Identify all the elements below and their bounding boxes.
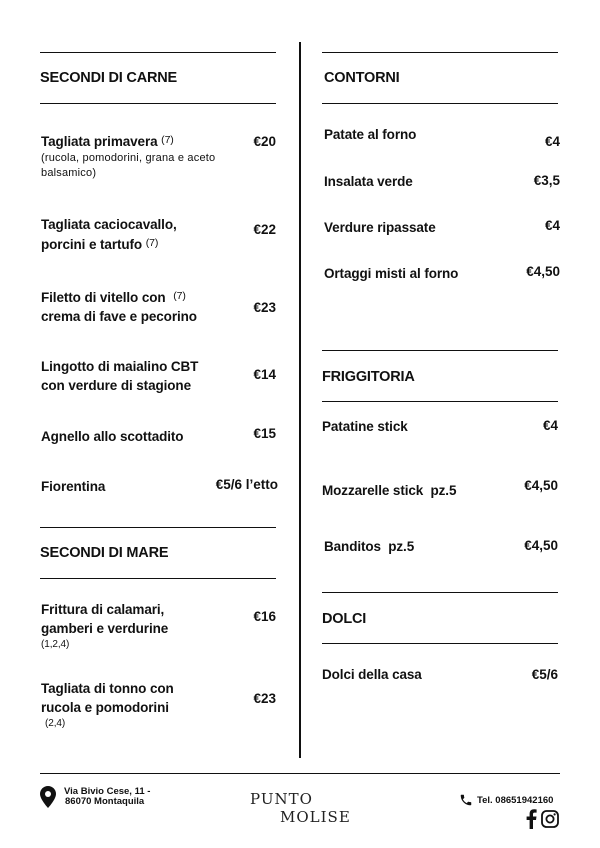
allergen-note: (7)	[145, 237, 159, 249]
divider-contorni-bottom	[322, 103, 558, 104]
section-title-carne: SECONDI DI CARNE	[40, 70, 177, 86]
item-price: €4,50	[526, 264, 560, 279]
item-name-line1: Tagliata di tonno con	[41, 681, 174, 696]
location-pin-icon	[40, 786, 56, 813]
instagram-icon[interactable]	[541, 810, 559, 833]
item-price: €22	[253, 222, 276, 237]
facebook-icon[interactable]	[526, 809, 537, 834]
divider-friggitoria-top	[322, 350, 558, 351]
menu-item-frittura	[41, 600, 241, 652]
divider-carne-top	[40, 52, 276, 53]
item-price: €5/6	[531, 667, 558, 682]
divider-dolci-bottom	[322, 643, 558, 644]
allergen-note: (2,4)	[45, 718, 66, 729]
section-title-dolci: DOLCI	[322, 611, 367, 627]
item-price: €4	[544, 218, 560, 233]
item-name-line1: Filetto di vitello con	[41, 290, 166, 305]
item-price: €4,50	[524, 538, 558, 553]
menu-item-tagliata-tonno	[41, 679, 241, 731]
item-name-line2: rucola e pomodorini	[41, 700, 169, 715]
allergen-note: (7)	[173, 290, 186, 302]
column-divider	[299, 42, 301, 758]
menu-item-ortaggi-misti: Ortaggi misti al forno	[324, 266, 459, 281]
item-name: Fiorentina	[41, 479, 106, 494]
allergen-note: (7)	[161, 134, 174, 146]
item-name-line1: Tagliata caciocavallo,	[41, 217, 177, 232]
item-price: €3,5	[533, 173, 560, 188]
menu-item-fiorentina	[41, 477, 201, 496]
menu-item-verdure-ripassate: Verdure ripassate	[324, 220, 436, 235]
divider-contorni-top	[322, 52, 558, 53]
section-title-friggitoria: FRIGGITORIA	[322, 369, 415, 385]
address-line1: Via Bivio Cese, 11 -	[64, 786, 151, 797]
menu-item-mozzarelle-stick: Mozzarelle stick pz.5	[322, 483, 457, 498]
item-price: €23	[253, 691, 276, 706]
item-price: €15	[253, 426, 276, 441]
menu-item-tagliata-primavera	[41, 131, 241, 181]
menu-item-tagliata-caciocavallo	[41, 215, 241, 254]
menu-item-filetto-vitello	[41, 287, 241, 326]
phone-icon	[459, 793, 473, 812]
menu-item-agnello	[41, 427, 241, 446]
item-price: €23	[253, 300, 276, 315]
item-name-line2: crema di fave e pecorino	[41, 309, 197, 324]
divider-dolci-top	[322, 592, 558, 593]
menu-item-insalata-verde: Insalata verde	[324, 174, 413, 189]
item-price: €4	[544, 134, 560, 149]
phone-number: Tel. 08651942160	[477, 795, 554, 806]
item-name-line2: porcini e tartufo	[41, 237, 143, 252]
item-name-line1: Lingotto di maialino CBT	[41, 359, 199, 374]
item-price: €20	[253, 134, 276, 149]
item-name-line2: con verdure di stagione	[41, 378, 191, 393]
brand-line2: MOLISE	[280, 808, 351, 826]
address	[64, 787, 150, 807]
item-name: Tagliata primavera	[41, 134, 158, 149]
brand-line1: PUNTO	[250, 790, 313, 808]
item-price: €5/6 l’etto	[215, 477, 278, 492]
footer-divider	[40, 773, 560, 774]
item-price: €4,50	[524, 478, 558, 493]
item-price: €14	[253, 367, 276, 382]
item-price: €16	[253, 609, 276, 624]
divider-mare-top	[40, 527, 276, 528]
menu-item-banditos: Banditos pz.5	[324, 539, 415, 554]
item-description: (rucola, pomodorini, grana e aceto balsamico)	[41, 152, 216, 179]
item-name: Agnello allo scottadito	[41, 429, 184, 444]
menu-item-dolci-casa: Dolci della casa	[322, 667, 422, 682]
item-name-line2: gamberi e verdurine	[41, 621, 169, 636]
item-price: €4	[542, 418, 558, 433]
menu-item-patate-forno: Patate al forno	[324, 127, 417, 142]
address-line2: 86070 Montaquila	[65, 796, 145, 807]
divider-mare-bottom	[40, 578, 276, 579]
menu-item-patatine-stick: Patatine stick	[322, 419, 408, 434]
section-title-contorni: CONTORNI	[324, 70, 400, 86]
item-name-line1: Frittura di calamari,	[41, 602, 165, 617]
section-title-mare: SECONDI DI MARE	[40, 545, 169, 561]
menu-item-lingotto-maialino	[41, 357, 241, 395]
allergen-note: (1,2,4)	[41, 639, 70, 650]
divider-carne-bottom	[40, 103, 276, 104]
divider-friggitoria-bottom	[322, 401, 558, 402]
